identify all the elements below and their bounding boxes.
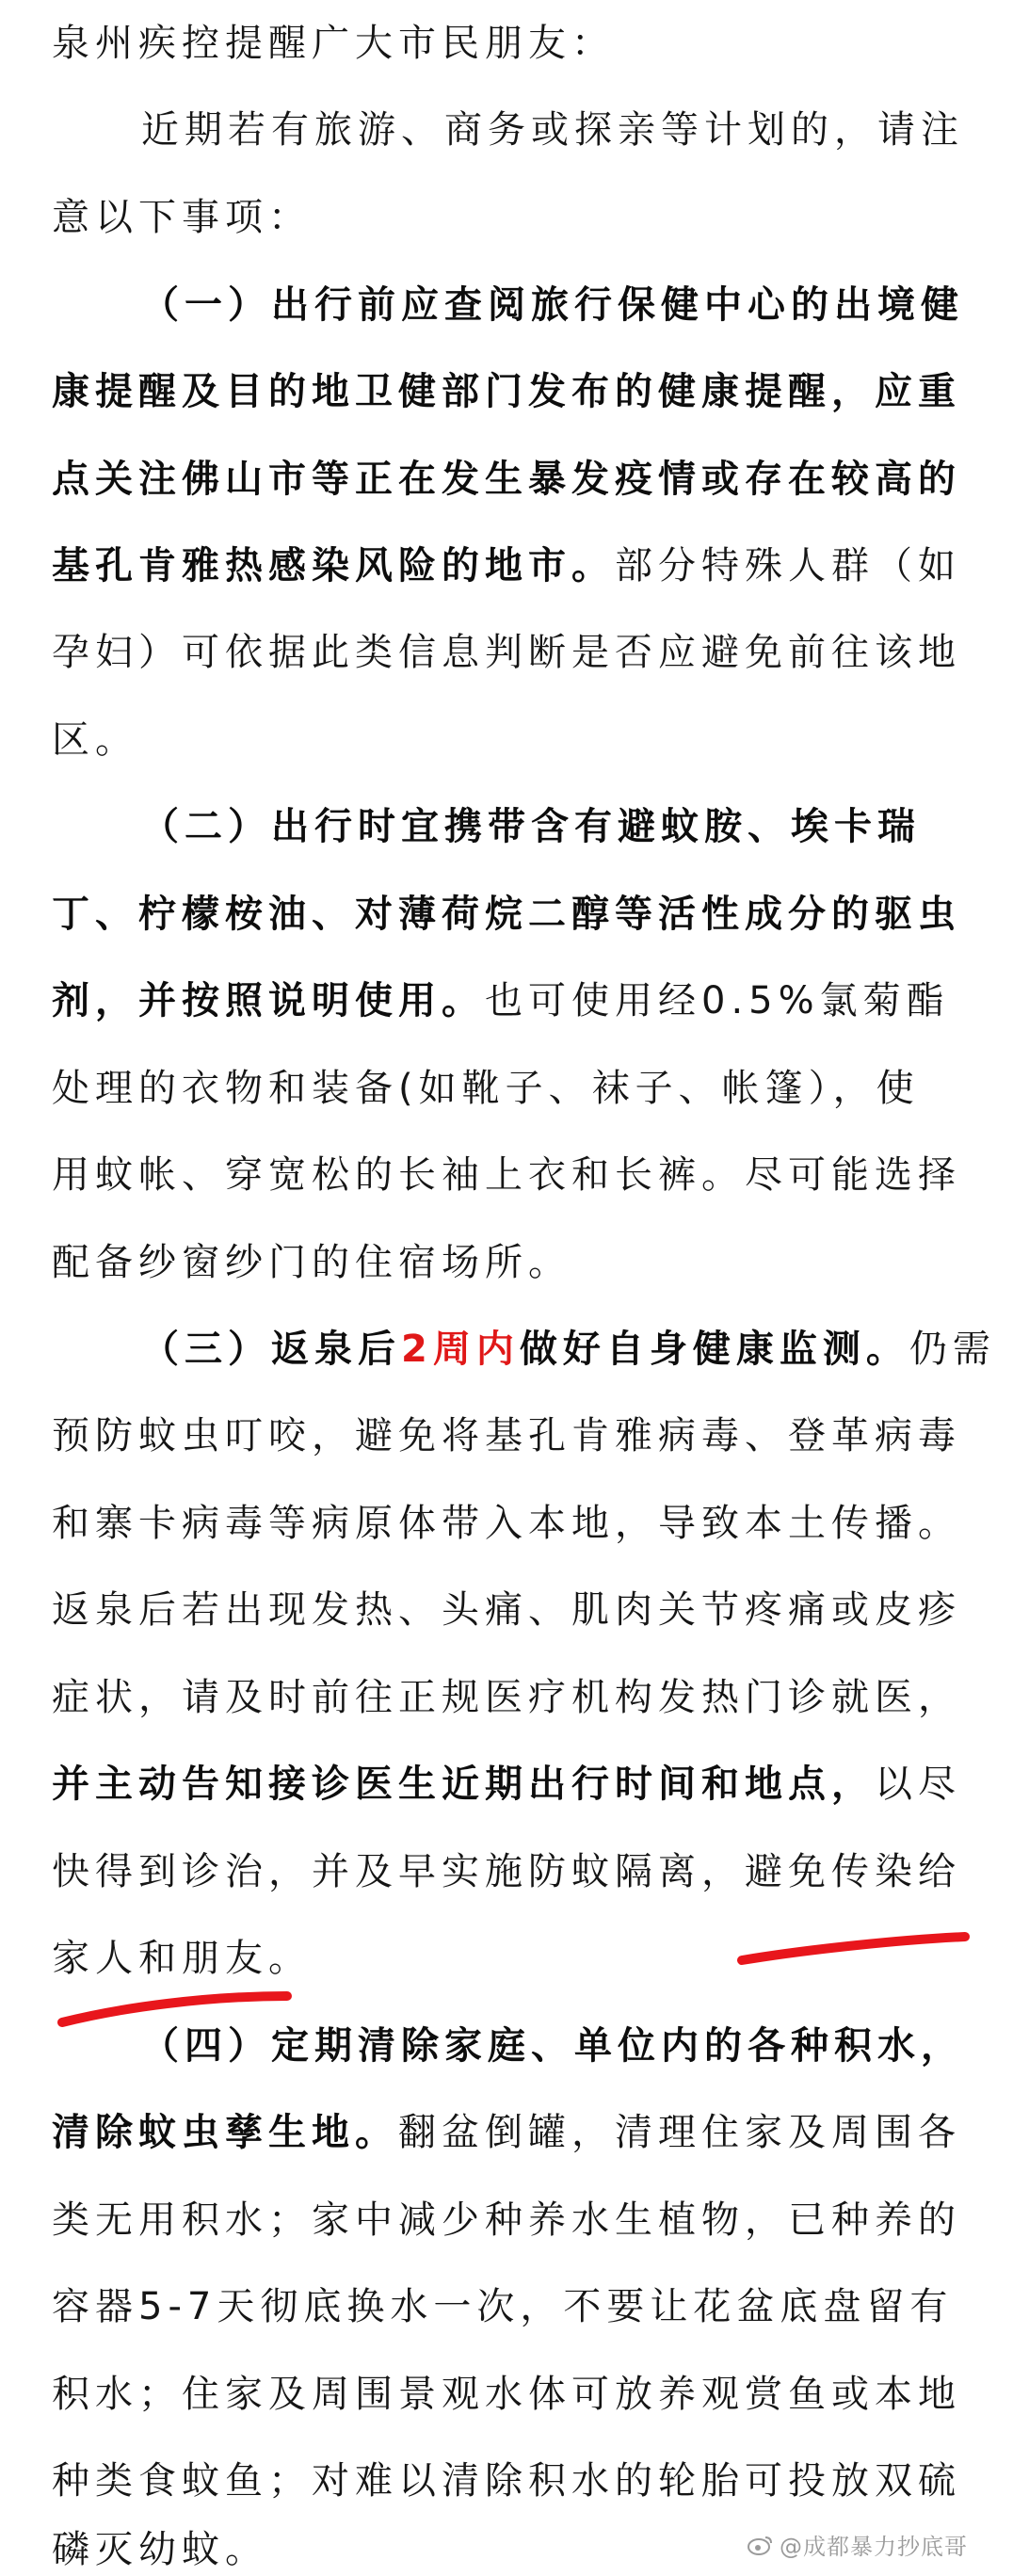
section4-body-line-6: 磷灭幼蚊。: [52, 2528, 268, 2571]
section3-line-1: [141, 1323, 996, 1376]
section3-heading-end: 做好自身健康监测。: [519, 1328, 909, 1371]
underline-stroke-1: [742, 1937, 965, 1960]
section4-heading-line-1: （四）定期清除家庭、单位内的各种积水，: [141, 2024, 964, 2068]
section3-body-line-3: 和寨卡病毒等病原体带入本地，导致本土传播。: [52, 1502, 961, 1545]
section1-body-line-2: 孕妇）可依据此类信息判断是否应避免前往该地: [52, 631, 961, 674]
underline-stroke-2: [62, 1996, 287, 2022]
section1-heading-line-1: （一）出行前应查阅旅行保健中心的出境健: [141, 283, 964, 327]
section4-body-line-2: 类无用积水；家中减少种养水生植物，已种养的: [52, 2198, 961, 2242]
section4-body-line-5: 种类食蚊鱼；对难以清除积水的轮胎可投放双硫: [52, 2459, 961, 2503]
section4-body-line-3: 容器5-7天彻底换水一次，不要让花盆底盘留有: [52, 2285, 954, 2328]
section3-body-line-1: 仍需: [908, 1328, 996, 1371]
intro-line-1: 近期若有旅游、商务或探亲等计划的，请注: [141, 108, 964, 152]
section3-tail-line-1: 快得到诊治，并及早实施防蚊隔离，避免传染给: [52, 1850, 961, 1893]
section3-highlight-duration: 2周内: [401, 1328, 520, 1371]
section2-body-line-2: 处理的衣物和装备(如靴子、袜子、帐篷），使: [52, 1067, 920, 1110]
section2-heading-line-3: 剂，并按照说明使用。: [52, 979, 485, 1022]
section3-body-line-2: 预防蚊虫叮咬，避免将基孔肯雅病毒、登革病毒: [52, 1414, 961, 1457]
section1-body-line-1: 部分特殊人群（如: [615, 544, 961, 588]
section4-body-line-4: 积水；住家及周围景观水体可放养观赏鱼或本地: [52, 2373, 961, 2416]
section3-line-6: [52, 1758, 961, 1811]
section1-body-line-3: 区。: [52, 718, 138, 762]
section3-after-bold: 以尽: [875, 1763, 961, 1806]
section1-line-4: [52, 539, 961, 592]
section4-line-2: [52, 2106, 961, 2159]
section2-heading-line-1: （二）出行时宜携带含有避蚊胺、埃卡瑞: [141, 805, 921, 848]
watermark-text: @成都暴力抄底哥: [780, 2534, 968, 2560]
section3-body-line-4: 返泉后若出现发热、头痛、肌肉关节疼痛或皮疹: [52, 1588, 961, 1632]
weibo-watermark: [748, 2533, 968, 2563]
section3-bold-notice: 并主动告知接诊医生近期出行时间和地点，: [52, 1763, 875, 1806]
weibo-logo-icon: [748, 2534, 774, 2563]
section1-heading-line-4: 基孔肯雅热感染风险的地市。: [52, 544, 615, 588]
section2-body-line-3: 用蚊帐、穿宽松的长袖上衣和长裤。尽可能选择: [52, 1153, 961, 1197]
section4-body-line-1: 翻盆倒罐，清理住家及周围各: [398, 2111, 961, 2154]
section3-heading-start: （三）返泉后: [141, 1328, 401, 1371]
section1-heading-line-2: 康提醒及目的地卫健部门发布的健康提醒，应重: [52, 370, 961, 413]
section2-heading-line-2: 丁、柠檬桉油、对薄荷烷二醇等活性成分的驱虫: [52, 893, 961, 936]
section2-body-line-1: 也可使用经0.5%氯菊酯: [485, 979, 950, 1022]
section3-tail-line-2: 家人和朋友。: [52, 1937, 312, 1980]
section2-line-3: [52, 974, 950, 1027]
greeting-line: 泉州疾控提醒广大市民朋友：: [52, 22, 615, 65]
section3-body-line-5: 症状，请及时前往正规医疗机构发热门诊就医，: [52, 1676, 961, 1719]
section2-body-line-4: 配备纱窗纱门的住宿场所。: [52, 1241, 571, 1284]
section4-heading-line-2: 清除蚊虫孳生地。: [52, 2111, 398, 2154]
intro-line-2: 意以下事项：: [52, 196, 312, 239]
section1-heading-line-3: 点关注佛山市等正在发生暴发疫情或存在较高的: [52, 458, 961, 501]
